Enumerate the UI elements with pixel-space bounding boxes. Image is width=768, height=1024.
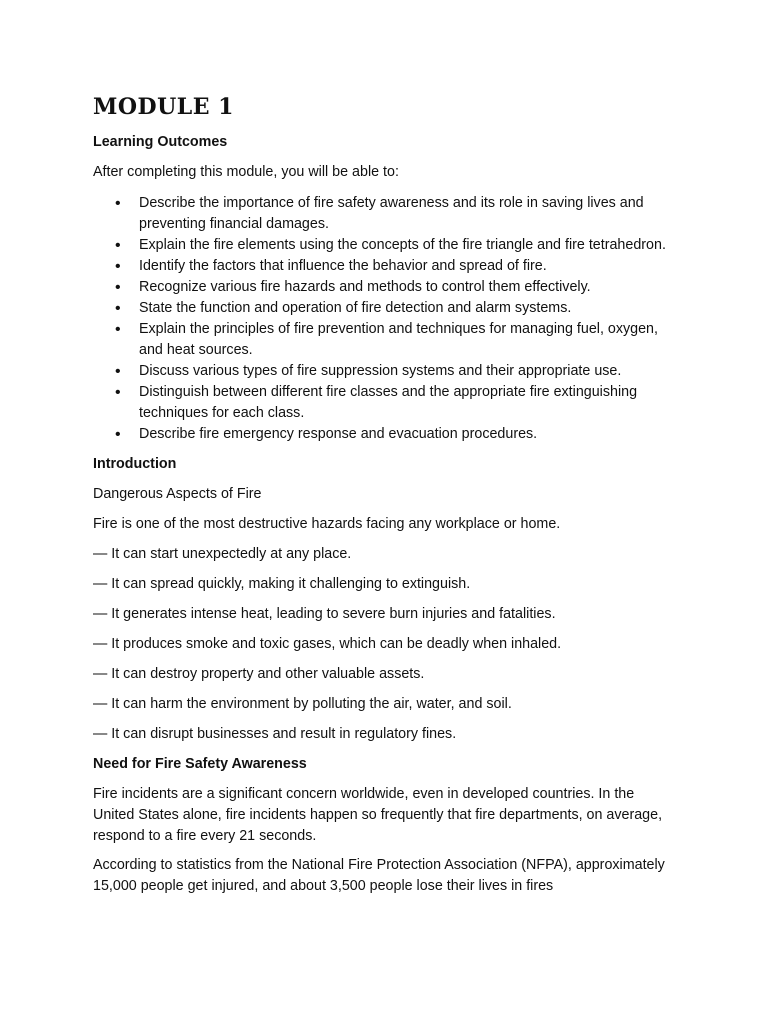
danger-point: — It can start unexpectedly at any place. bbox=[93, 546, 352, 562]
danger-point: — It can destroy property and other valuable assets. bbox=[93, 666, 425, 682]
list-item: • Describe fire emergency response and evacuation procedures. bbox=[93, 424, 678, 445]
awareness-paragraph-1: Fire incidents are a significant concern worldwide, even in developed countries. In the United States alone, fire incidents happen so frequently that fire departments, on average, respond to a fire every 21 seconds. bbox=[93, 786, 663, 844]
list-item: • Identify the factors that influence the behavior and spread of fire. bbox=[93, 256, 678, 277]
danger-point: — It can spread quickly, making it challenging to extinguish. bbox=[93, 576, 471, 592]
list-item: • Describe the importance of fire safety awareness and its role in saving lives and preventing financial damages. bbox=[93, 193, 678, 235]
introduction-heading: Introduction bbox=[93, 456, 177, 472]
list-item: • Explain the fire elements using the concepts of the fire triangle and fire tetrahedron. bbox=[93, 235, 678, 256]
awareness-paragraph-2: According to statistics from the National Fire Protection Association (NFPA), approximately 15,000 people get injured, and about 3,500 people lose their lives in fires bbox=[93, 857, 665, 894]
list-item: • Recognize various fire hazards and methods to control them effectively. bbox=[93, 277, 678, 298]
module-title: MODULE 1 bbox=[93, 94, 234, 120]
danger-point: — It produces smoke and toxic gases, which can be deadly when inhaled. bbox=[93, 636, 562, 652]
danger-point: — It can disrupt businesses and result in regulatory fines. bbox=[93, 726, 457, 742]
awareness-heading: Need for Fire Safety Awareness bbox=[93, 756, 307, 772]
list-item: • Discuss various types of fire suppression systems and their appropriate use. bbox=[93, 361, 678, 382]
danger-point: — It can harm the environment by polluting the air, water, and soil. bbox=[93, 696, 512, 712]
introduction-lead: Fire is one of the most destructive hazards facing any workplace or home. bbox=[93, 516, 561, 532]
list-item: • State the function and operation of fire detection and alarm systems. bbox=[93, 298, 678, 319]
danger-point: — It generates intense heat, leading to severe burn injuries and fatalities. bbox=[93, 606, 556, 622]
list-item: • Distinguish between different fire classes and the appropriate fire extinguishing techniques for each class. bbox=[93, 382, 678, 424]
page-content bbox=[93, 92, 678, 897]
learning-outcomes-list bbox=[93, 193, 678, 445]
list-item: • Explain the principles of fire prevention and techniques for managing fuel, oxygen, and heat sources. bbox=[93, 319, 678, 361]
learning-outcomes-heading: Learning Outcomes bbox=[93, 134, 228, 150]
introduction-subheading: Dangerous Aspects of Fire bbox=[93, 486, 262, 502]
learning-outcomes-intro: After completing this module, you will be able to: bbox=[93, 164, 399, 180]
